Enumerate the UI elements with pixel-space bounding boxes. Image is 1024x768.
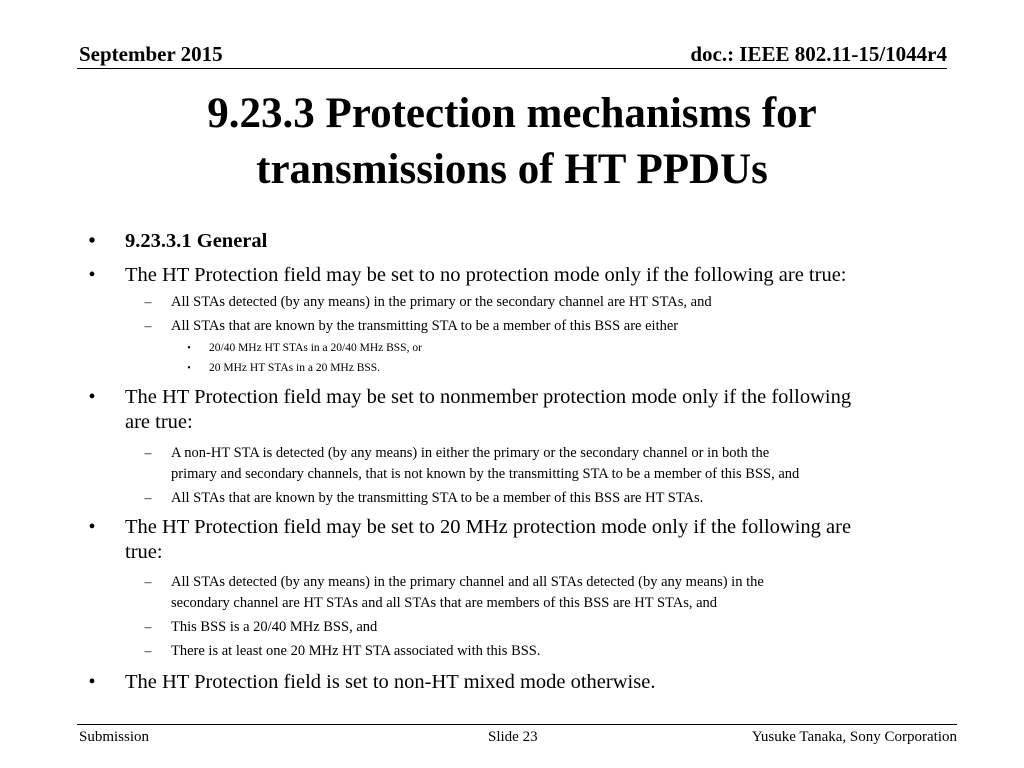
sub-bullet-text: This BSS is a 20/40 MHz BSS, and: [171, 619, 378, 635]
sub-bullet-text: All STAs that are known by the transmitting STA to be a member of this BSS are HT STAs.: [171, 490, 704, 506]
bullet-non-ht-mixed: [88, 670, 940, 695]
sub-sub-bullet: [187, 361, 849, 376]
sub-sub-bullet-text: 20/40 MHz HT STAs in a 20/40 MHz BSS, or: [209, 342, 422, 354]
sub-sub-bullet: [187, 341, 849, 356]
bullet-text-line: The HT Protection field may be set to nonmember protection mode only if the following: [125, 386, 852, 408]
bullet-general-heading: [88, 229, 940, 254]
bullet-text: The HT Protection field is set to non-HT mixed mode otherwise.: [125, 671, 656, 693]
slide-title-line-2: transmissions of HT PPDUs: [256, 146, 768, 193]
bullet-text-line: are true:: [125, 411, 193, 433]
footer-submission: Submission: [79, 729, 150, 745]
dash-marker: –: [144, 620, 152, 635]
sub-bullet: [144, 316, 891, 337]
bullet-marker: •: [88, 264, 96, 286]
slide-title-line-1: 9.23.3 Protection mechanisms for: [207, 90, 817, 137]
dash-marker: –: [144, 644, 152, 659]
sub-sub-bullet-text: 20 MHz HT STAs in a 20 MHz BSS.: [209, 362, 381, 374]
sub-bullet-text-line: A non-HT STA is detected (by any means) in either the primary or the secondary channel or in both the: [171, 445, 770, 461]
dash-marker: –: [144, 295, 152, 310]
footer-divider: [77, 724, 957, 725]
bullet-marker: •: [88, 671, 96, 693]
bullet-text: 9.23.3.1 General: [125, 230, 268, 252]
bullet-nonmember-protection: [88, 385, 940, 435]
sub-bullet-text-line: All STAs detected (by any means) in the primary channel and all STAs detected (by any means) in the: [171, 574, 764, 590]
sub-bullet: [144, 443, 891, 485]
sub-bullet-text: There is at least one 20 MHz HT STA associated with this BSS.: [171, 643, 541, 659]
dash-marker: –: [144, 446, 152, 461]
bullet-20mhz-protection: [88, 515, 940, 565]
bullet-text-line: The HT Protection field may be set to 20 MHz protection mode only if the following are: [125, 516, 852, 538]
header-divider: [77, 68, 947, 69]
slide-title: [80, 86, 944, 198]
slide-number: Slide 23: [488, 729, 538, 745]
sub-bullet: [144, 292, 891, 313]
sub-bullet-text: All STAs that are known by the transmitting STA to be a member of this BSS are either: [171, 318, 679, 334]
footer-author: Yusuke Tanaka, Sony Corporation: [751, 729, 957, 745]
sub-bullet: [144, 641, 891, 662]
bullet-marker: •: [88, 230, 96, 252]
dash-marker: –: [144, 319, 152, 334]
sub-bullet-text: All STAs detected (by any means) in the primary or the secondary channel are HT STAs, and: [171, 294, 712, 310]
sub-bullet-text-line: secondary channel are HT STAs and all STAs that are members of this BSS are HT STAs, and: [171, 595, 718, 611]
header-date: September 2015: [79, 42, 223, 66]
dash-marker: –: [144, 491, 152, 506]
sub-bullet: [144, 488, 891, 509]
sub-bullet: [144, 617, 891, 638]
dash-marker: –: [144, 575, 152, 590]
bullet-text: The HT Protection field may be set to no protection mode only if the following are true:: [125, 264, 847, 286]
bullet-no-protection: [88, 263, 940, 288]
sub-bullet-text-line: primary and secondary channels, that is not known by the transmitting STA to be a member of this BSS, and: [171, 466, 800, 482]
bullet-marker: •: [88, 516, 96, 538]
bullet-marker: •: [187, 343, 191, 354]
bullet-text-line: true:: [125, 541, 163, 563]
bullet-marker: •: [88, 386, 96, 408]
header-doc-id: doc.: IEEE 802.11-15/1044r4: [690, 42, 947, 66]
bullet-marker: •: [187, 363, 191, 374]
sub-bullet: [144, 572, 891, 614]
